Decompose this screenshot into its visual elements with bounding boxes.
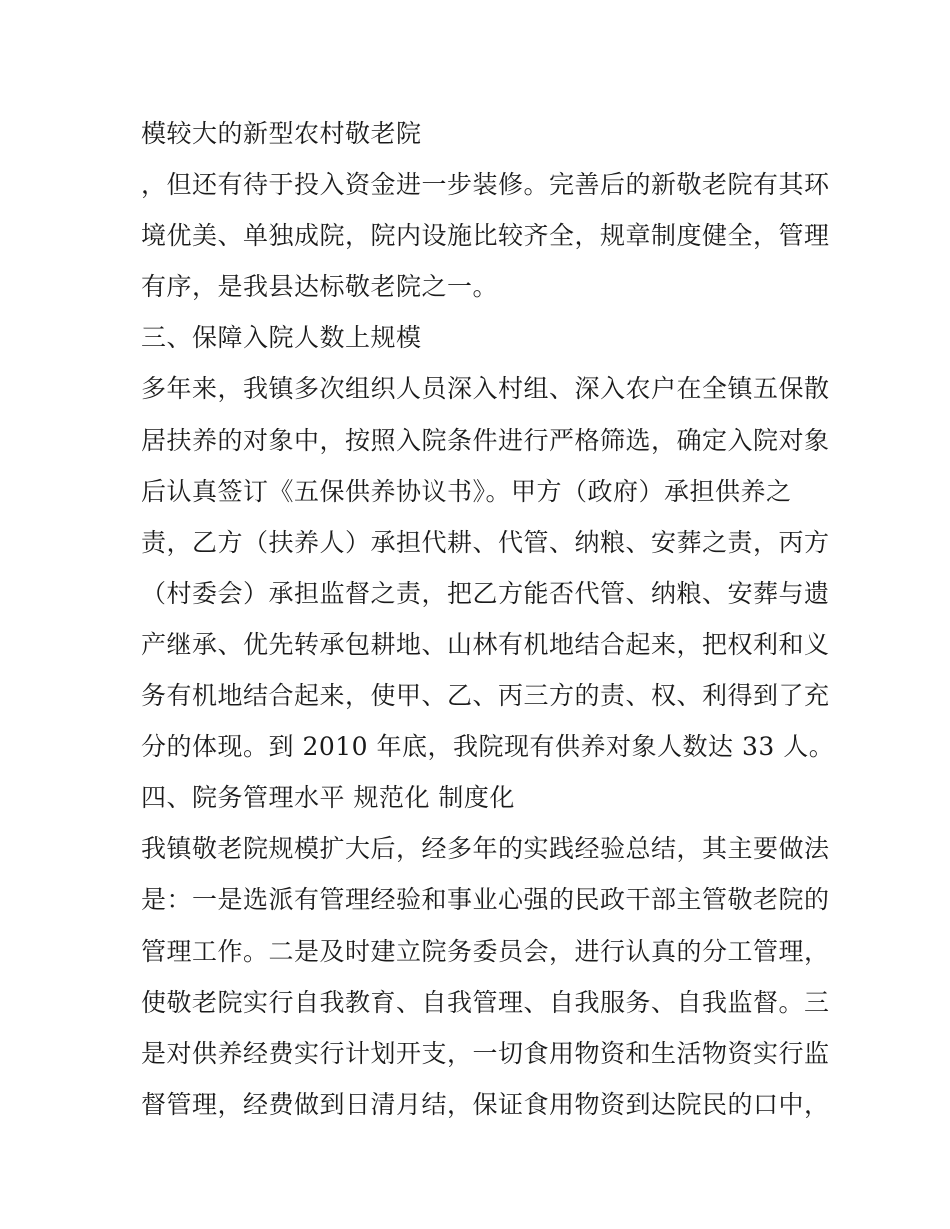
section-heading: 四、院务管理水平 规范化 制度化 xyxy=(141,783,515,813)
text-line: 使敬老院实行自我教育、自我管理、自我服务、自我监督。三 xyxy=(141,987,830,1017)
section-heading: 三、保障入院人数上规模 xyxy=(141,323,422,353)
text-line: 务有机地结合起来，使甲、乙、丙三方的责、权、利得到了充 xyxy=(141,681,830,711)
text-line: 管理工作。二是及时建立院务委员会，进行认真的分工管理， xyxy=(141,936,830,966)
text-line: 责，乙方（扶养人）承担代耕、代管、纳粮、安葬之责，丙方 xyxy=(141,527,830,557)
text-line: 是：一是选派有管理经验和事业心强的民政干部主管敬老院的 xyxy=(141,885,830,915)
text-line: 模较大的新型农村敬老院 xyxy=(141,119,422,148)
text-line: 产继承、优先转承包耕地、山林有机地结合起来，把权利和义 xyxy=(141,629,830,659)
text-line: 督管理，经费做到日清月结，保证食用物资到达院民的口中， xyxy=(141,1089,830,1119)
text-line: 是对供养经费实行计划开支，一切食用物资和生活物资实行监 xyxy=(141,1038,830,1068)
text-line: 境优美、单独成院，院内设施比较齐全，规章制度健全，管理 xyxy=(141,221,830,251)
text-line: ，但还有待于投入资金进一步装修。完善后的新敬老院有其环 xyxy=(141,170,830,200)
text-line: 后认真签订《五保供养协议书》。甲方（政府）承担供养之 xyxy=(141,476,792,506)
text-line: 多年来，我镇多次组织人员深入村组、深入农户在全镇五保散 xyxy=(141,374,830,404)
text-line: （村委会）承担监督之责，把乙方能否代管、纳粮、安葬与遗 xyxy=(141,578,830,608)
text-line: 我镇敬老院规模扩大后，经多年的实践经验总结，其主要做法 xyxy=(141,834,830,864)
text-line: 居扶养的对象中，按照入院条件进行严格筛选，确定入院对象 xyxy=(141,425,830,455)
text-line: 分的体现。到 2010 年底，我院现有供养对象人数达 33 人。 xyxy=(141,732,835,762)
text-line: 有序，是我县达标敬老院之一。 xyxy=(141,272,499,302)
body-text xyxy=(141,108,835,1130)
